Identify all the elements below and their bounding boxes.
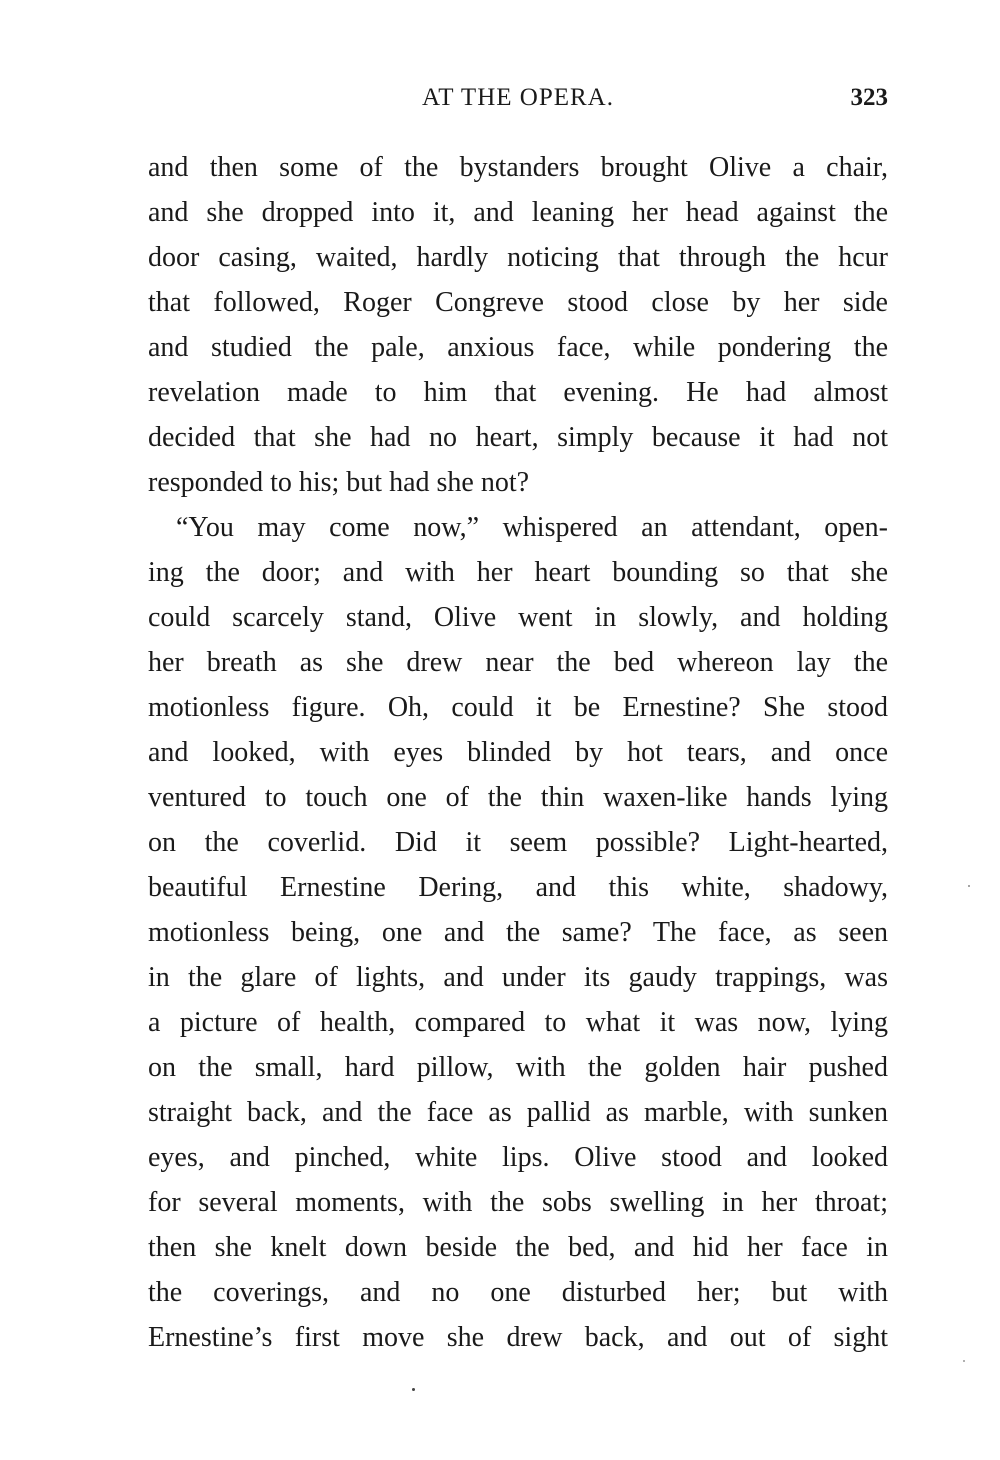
text-line: beautiful Ernestine Dering, and this white, shadowy,: [148, 872, 888, 903]
text-line: door casing, waited, hardly noticing that through the hcur: [148, 242, 888, 273]
text-line: decided that she had no heart, simply because it had not: [148, 422, 888, 453]
chapter-title: AT THE OPERA.: [422, 84, 614, 111]
text-line: on the coverlid. Did it seem possible? Light-hearted,: [148, 827, 888, 858]
print-speck: [963, 1360, 965, 1362]
text-line: could scarcely stand, Olive went in slowly, and holding: [148, 602, 888, 633]
text-line: straight back, and the face as pallid as marble, with sunken: [148, 1097, 888, 1128]
text-line: ing the door; and with her heart bounding so that she: [148, 557, 888, 588]
text-line: then she knelt down beside the bed, and hid her face in: [148, 1232, 888, 1263]
text-line: her breath as she drew near the bed whereon lay the: [148, 647, 888, 678]
text-line: that followed, Roger Congreve stood close by her side: [148, 287, 888, 318]
page-number: 323: [850, 84, 888, 111]
text-line: for several moments, with the sobs swelling in her throat;: [148, 1187, 888, 1218]
text-line: revelation made to him that evening. He had almost: [148, 377, 888, 408]
text-line: and then some of the bystanders brought Olive a chair,: [148, 152, 888, 183]
text-line: on the small, hard pillow, with the golden hair pushed: [148, 1052, 888, 1083]
text-line: and she dropped into it, and leaning her head against the: [148, 197, 888, 228]
text-line: in the glare of lights, and under its gaudy trappings, was: [148, 962, 888, 993]
print-speck: [968, 885, 970, 887]
text-line: motionless being, one and the same? The face, as seen: [148, 917, 888, 948]
text-line: the coverings, and no one disturbed her; but with: [148, 1277, 888, 1308]
body-text: [148, 145, 888, 1360]
text-line: motionless figure. Oh, could it be Ernestine? She stood: [148, 692, 888, 723]
running-header: [148, 80, 888, 116]
print-speck: [412, 1388, 415, 1391]
text-line: responded to his; but had she not?: [148, 467, 530, 498]
text-line: Ernestine’s first move she drew back, and out of sight: [148, 1322, 888, 1353]
text-line: eyes, and pinched, white lips. Olive stood and looked: [148, 1142, 888, 1173]
text-line: and looked, with eyes blinded by hot tears, and once: [148, 737, 888, 768]
text-line: and studied the pale, anxious face, while pondering the: [148, 332, 888, 363]
text-line: a picture of health, compared to what it was now, lying: [148, 1007, 888, 1038]
text-line: “You may come now,” whispered an attendant, open-: [176, 512, 888, 543]
text-line: ventured to touch one of the thin waxen-like hands lying: [148, 782, 888, 813]
